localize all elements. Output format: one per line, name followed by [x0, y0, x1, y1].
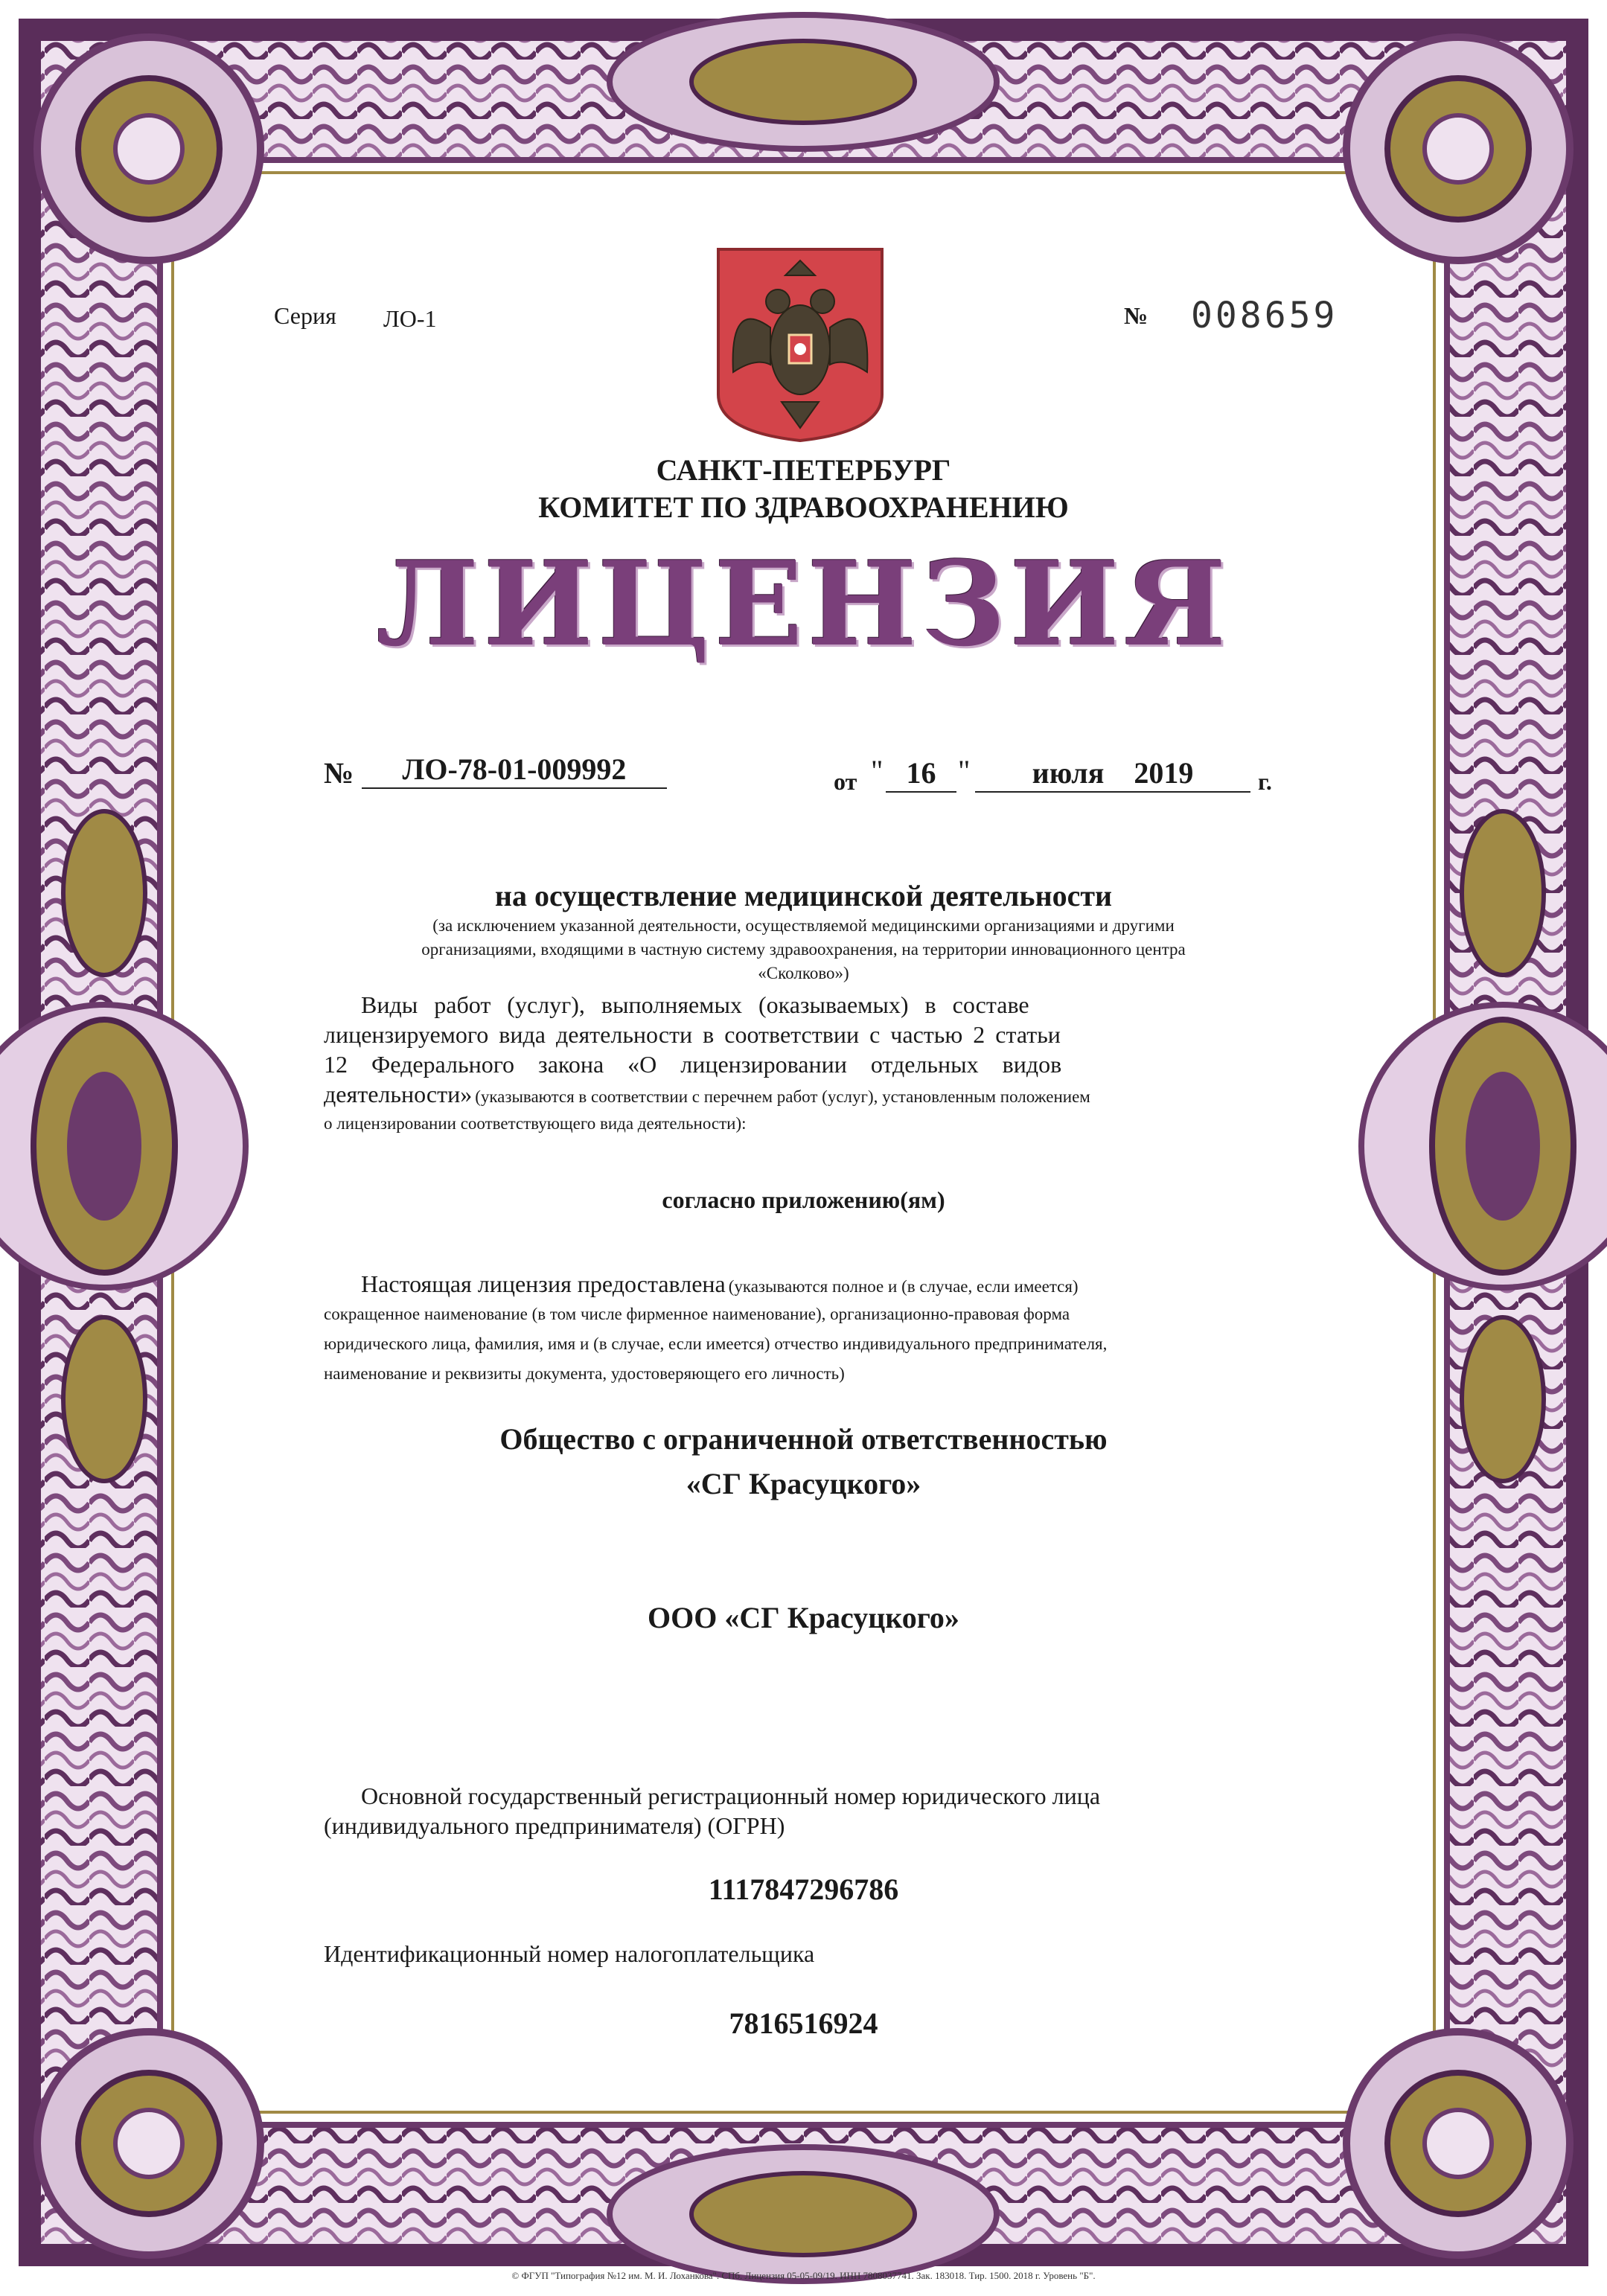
licensee-full-name-line2: «СГ Красуцкого»: [686, 1467, 921, 1500]
activity-note-line1: (за исключением указанной деятельности, осуществляемой медицинскими организациями и другими: [432, 916, 1175, 935]
inn-value: 7816516924: [729, 2006, 878, 2040]
ogrn-label-line1: Основной государственный регистрационный номер юридического лица: [361, 1782, 1101, 1809]
issuing-city: САНКТ-ПЕТЕРБУРГ: [656, 453, 951, 487]
license-date-from-label: от: [834, 768, 857, 795]
series-label: Серия: [274, 302, 336, 329]
license-date-quote-close: ": [958, 754, 971, 787]
inn-label: Идентификационный номер налогоплательщика: [324, 1940, 815, 1967]
activity-title: на осуществление медицинской деятельности: [494, 879, 1113, 912]
works-line3: 12 Федерального закона «О лицензировании отдельных видов: [324, 1051, 1062, 1078]
licensee-note-line3: юридического лица, фамилия, имя и (в случае, если имеется) отчество индивидуального предпринимателя,: [324, 1334, 1108, 1353]
license-date-year-suffix: г.: [1258, 768, 1272, 795]
licensee-intro: [361, 1269, 1079, 1299]
works-line4-note: (указываются в соответствии с перечнем работ (услуг), установленным положением: [475, 1087, 1090, 1106]
licensee-intro-note: (указываются полное и (в случае, если имеется): [728, 1277, 1079, 1296]
license-date-month-year: [975, 755, 1250, 793]
printer-imprint: © ФГУП "Типография №12 им. М. И. Лоханкова". СПб. Лицензия 05-05-09/19. ИНН 7808037741. Зак. 183018. Тир. 1500. 2018 г. Уровень "Б".: [511, 2270, 1096, 2281]
works-value: согласно приложению(ям): [662, 1186, 945, 1213]
licensee-intro-main: Настоящая лицензия предоставлена: [361, 1270, 726, 1297]
licensee-note-line4: наименование и реквизиты документа, удостоверяющего его личность): [324, 1364, 845, 1383]
licensee-short-name: ООО «СГ Красуцкого»: [648, 1601, 959, 1634]
works-line2: лицензируемого вида деятельности в соответствии с частью 2 статьи: [324, 1021, 1061, 1048]
license-date-month: июля: [1032, 756, 1105, 790]
license-number-sign: №: [324, 756, 354, 790]
works-line5-note: о лицензировании соответствующего вида деятельности):: [324, 1114, 747, 1133]
license-date-year: 2019: [1134, 756, 1194, 790]
license-date-day: 16: [886, 755, 956, 793]
licensee-full-name-line1: Общество с ограниченной ответственностью: [499, 1422, 1108, 1456]
double-headed-eagle-emblem-icon: [715, 246, 886, 443]
issuing-committee: КОМИТЕТ ПО ЗДРАВООХРАНЕНИЮ: [538, 490, 1069, 524]
activity-note-line3: «Сколково»): [758, 964, 849, 982]
activity-note-line2: организациями, входящими в частную систему здравоохранения, на территории инновационного центра: [421, 940, 1186, 959]
license-date-quote-open: ": [871, 754, 884, 787]
works-line1: Виды работ (услуг), выполняемых (оказываемых) в составе: [361, 991, 1029, 1018]
serial-number-sign: №: [1124, 302, 1148, 329]
ogrn-label-line2: (индивидуального предпринимателя) (ОГРН): [324, 1812, 785, 1839]
document-title: ЛИЦЕНЗИЯ: [376, 536, 1231, 672]
ogrn-value: 1117847296786: [708, 1873, 899, 1906]
license-number: ЛО-78-01-009992: [362, 752, 667, 789]
series-value: ЛО-1: [383, 305, 437, 332]
works-line4-main: деятельности»: [324, 1081, 473, 1107]
licensee-note-line2: сокращенное наименование (в том числе фирменное наименование), организационно-правовая форма: [324, 1305, 1070, 1323]
serial-number: 008659: [1191, 295, 1338, 336]
works-line4: [324, 1079, 1090, 1109]
